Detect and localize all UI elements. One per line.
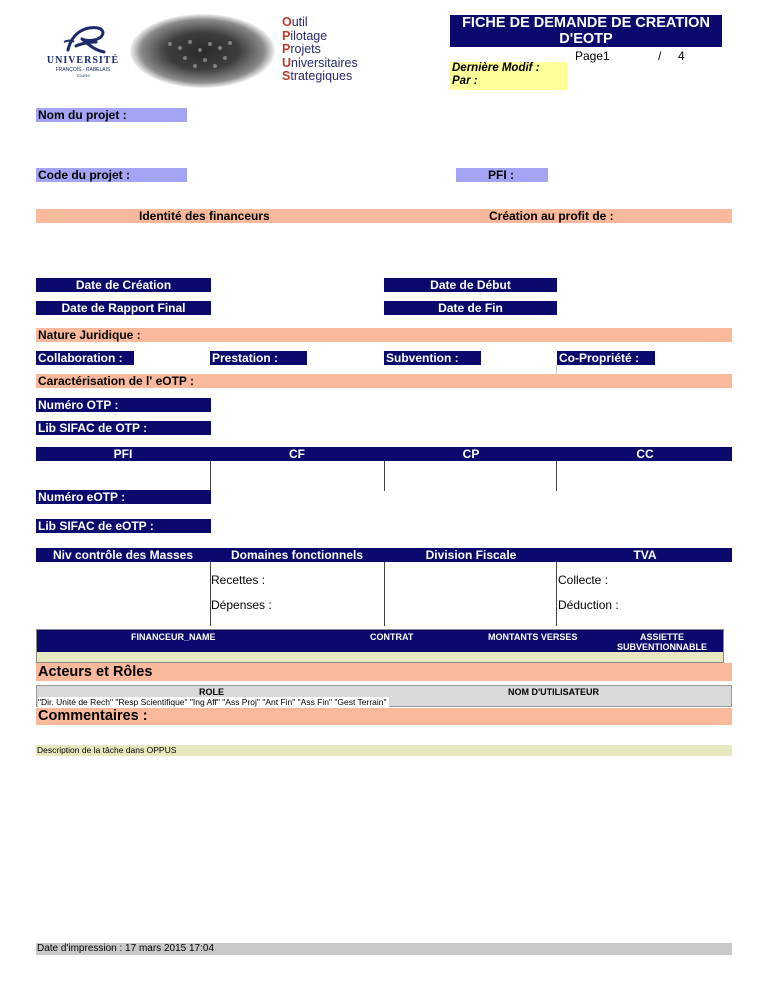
financeur-table-header [37,630,723,652]
university-city: TOURS [76,73,90,78]
roles-list: "Dir. Unité de Rech" "Resp Scientifique" "Ing Aff" "Ass Proj" "Ant Fin" "Ass Fin" "Gest Terrain" [38,697,387,707]
opus-line-5: Strategiques [282,69,353,83]
otp-divider-3 [556,461,557,491]
eotp-columns-header [36,548,732,562]
copropriete-label: Co-Propriété : [557,351,655,365]
opus-line-4: Universitaires [282,55,358,70]
eotp-divider-1 [210,562,211,626]
numero-otp-label: Numéro OTP : [36,398,211,412]
subvention-label: Subvention : [384,351,481,365]
otp-divider-1 [210,461,211,491]
university-logo [38,22,128,78]
depenses-label: Dépenses : [211,598,272,612]
eotp-col-niv: Niv contrôle des Masses [52,548,194,562]
eotp-divider-2 [384,562,385,626]
university-emblem-icon [38,22,128,56]
role-header: ROLE [199,687,225,697]
acteurs-title: Acteurs et Rôles [38,664,153,680]
eotp-col-domaines: Domaines fonctionnels [230,548,364,562]
prestation-label: Prestation : [210,351,307,365]
otp-col-cc: CC [636,447,654,461]
orchestra-photo [130,14,275,88]
commentaires-bar [36,708,732,725]
assiette-header: ASSIETTE SUBVENTIONNABLE [616,632,707,652]
eotp-divider-3 [556,562,557,626]
derniere-modif-box [450,62,567,90]
recettes-label: Recettes : [211,573,266,587]
creation-profit-label: Création au profit de : [489,209,614,223]
montants-verses-header: MONTANTS VERSES [488,632,578,642]
derniere-modif-label: Dernière Modif : [452,62,540,74]
code-projet-label: Code du projet : [36,168,187,182]
footer-bar [36,943,732,955]
nom-utilisateur-header: NOM D'UTILISATEUR [508,687,599,697]
nature-juridique-bar: Nature Juridique : [36,328,732,342]
otp-col-cf: CF [289,447,305,461]
page-number: Page1 / 4 [575,49,685,63]
pfi-label: PFI : [456,168,548,182]
identite-financeurs-label: Identité des financeurs [139,209,270,223]
opus-line-1: Outil [282,15,308,29]
otp-col-cp: CP [462,447,480,461]
roles-table [36,685,732,707]
lib-sifac-eotp-label: Lib SIFAC de eOTP : [36,519,211,533]
commentaires-title: Commentaires : [38,708,148,724]
date-debut-label: Date de Début [384,278,557,292]
opus-line-3: Projets [282,42,321,56]
university-subname: FRANÇOIS - RABELAIS [55,67,111,73]
description-row [36,745,732,756]
financeur-name-header: FINANCEUR_NAME [131,632,216,642]
collecte-label: Collecte : [558,573,609,587]
otp-col-pfi: PFI [113,447,133,461]
financeur-table-row [37,652,723,662]
orchestra-silhouette-icon [130,14,275,88]
acteurs-bar [36,663,732,681]
contrat-header: CONTRAT [370,632,414,642]
eotp-col-division: Division Fiscale [425,548,517,562]
opus-acronym [282,16,382,84]
description-text: Description de la tâche dans OPPUS [37,745,177,755]
collaboration-label: Collaboration : [36,351,134,365]
nom-projet-label: Nom du projet : [36,108,187,122]
par-label: Par : [452,75,478,87]
date-fin-label: Date de Fin [384,301,557,315]
numero-eotp-label: Numéro eOTP : [36,490,211,504]
opus-line-2: Pilotage [282,28,328,43]
otp-columns-header [36,447,732,461]
lib-sifac-otp-label: Lib SIFAC de OTP : [36,421,211,435]
university-name: UNIVERSITÉ [46,55,120,66]
financeurs-bar [36,209,732,223]
form-title: FICHE DE DEMANDE DE CREATION D'EOTP [450,15,722,47]
eotp-col-tva: TVA [633,548,657,562]
financeur-table [36,629,724,663]
date-rapport-label: Date de Rapport Final [36,301,211,315]
date-creation-label: Date de Création [36,278,211,292]
date-impression: Date d'impression : 17 mars 2015 17:04 [37,943,215,954]
otp-divider-2 [384,461,385,491]
caracterisation-bar: Caractérisation de l' eOTP : [36,374,732,388]
deduction-label: Déduction : [558,598,619,612]
